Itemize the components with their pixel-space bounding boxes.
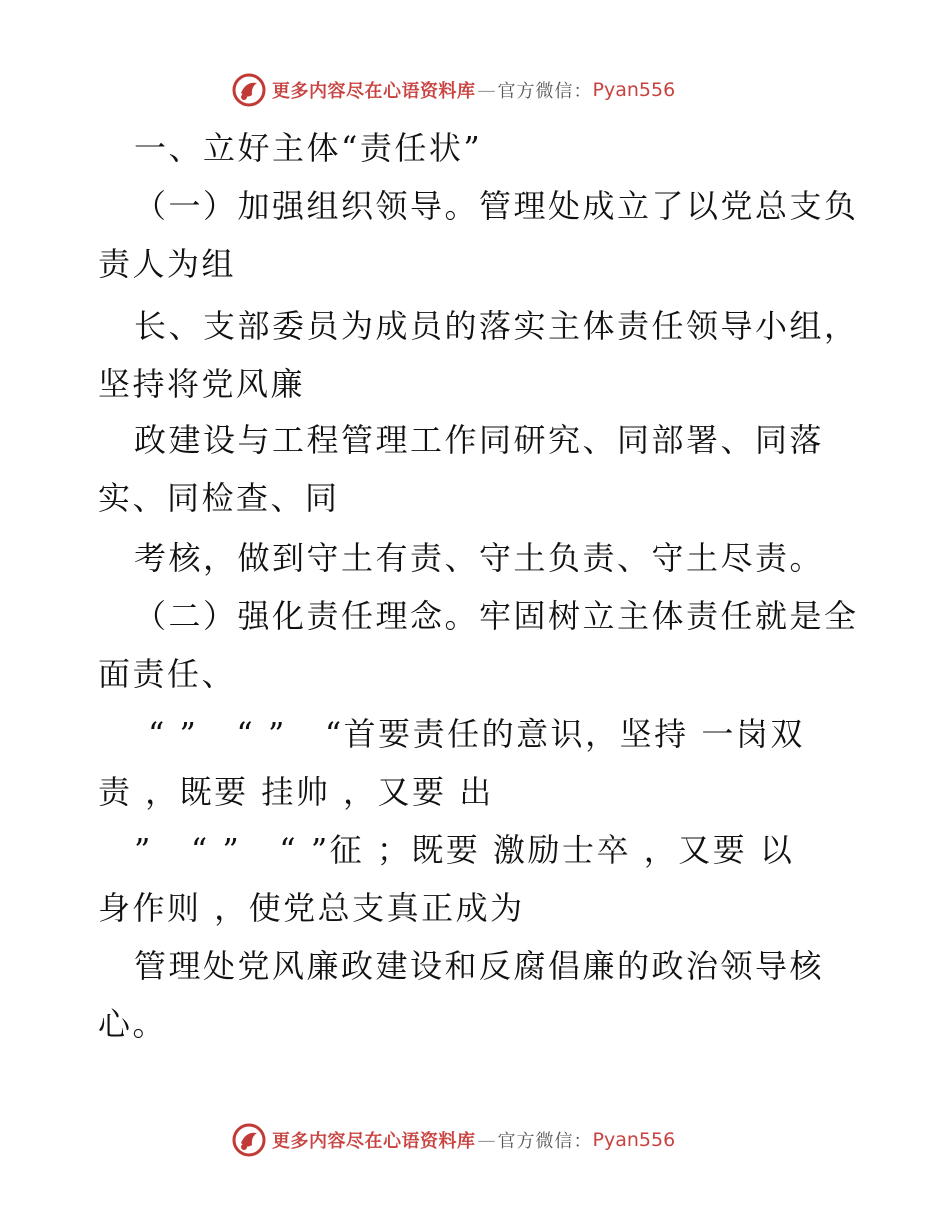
paragraph-line: 政建设与工程管理工作同研究、同部署、同落 <box>134 421 825 459</box>
paragraph-line: （一）加强组织领导。管理处成立了以党总支负 <box>134 187 859 225</box>
paragraph-line: ” “ ” “ ”征 ；既要 激励士卒 ，又要 以 <box>134 831 795 869</box>
paragraph-line: 实、同检查、同 <box>98 479 340 517</box>
swirl-logo-icon <box>232 73 266 107</box>
paragraph-line: 责 ，既要 挂帅 ，又要 出 <box>98 773 494 811</box>
banner-slogan: 更多内容尽在心语资料库 <box>272 81 476 102</box>
banner-official-label: 官方微信： <box>497 81 593 102</box>
paragraph-line: （二）强化责任理念。牢固树立主体责任就是全 <box>134 597 859 635</box>
paragraph-line: 责人为组 <box>98 245 237 283</box>
paragraph-line: 考核，做到守土有责、守土负责、守土尽责。 <box>134 539 825 577</box>
banner-wechat-id: Pyan556 <box>592 79 676 101</box>
paragraph-line: 身作则 ，使党总支真正成为 <box>98 889 525 927</box>
swirl-logo-icon <box>232 1123 266 1157</box>
banner-dash: — <box>477 1129 496 1151</box>
section-heading: 一、立好主体“责任状” <box>134 129 483 167</box>
banner-wechat-id: Pyan556 <box>592 1129 676 1151</box>
paragraph-line: 坚持将党风廉 <box>98 365 306 403</box>
paragraph-line: “ ” “ ” “首要责任的意识，坚持 一岗双 <box>148 715 805 753</box>
header-banner <box>232 72 675 108</box>
paragraph-line: 管理处党风廉政建设和反腐倡廉的政治领导核 <box>134 947 825 985</box>
banner-dash: — <box>477 79 496 101</box>
footer-banner <box>232 1122 675 1158</box>
paragraph-line: 面责任、 <box>98 655 237 693</box>
paragraph-line: 心。 <box>98 1005 168 1043</box>
banner-slogan: 更多内容尽在心语资料库 <box>272 1131 476 1152</box>
banner-official-label: 官方微信： <box>497 1131 593 1152</box>
paragraph-line: 长、支部委员为成员的落实主体责任领导小组， <box>134 307 859 345</box>
